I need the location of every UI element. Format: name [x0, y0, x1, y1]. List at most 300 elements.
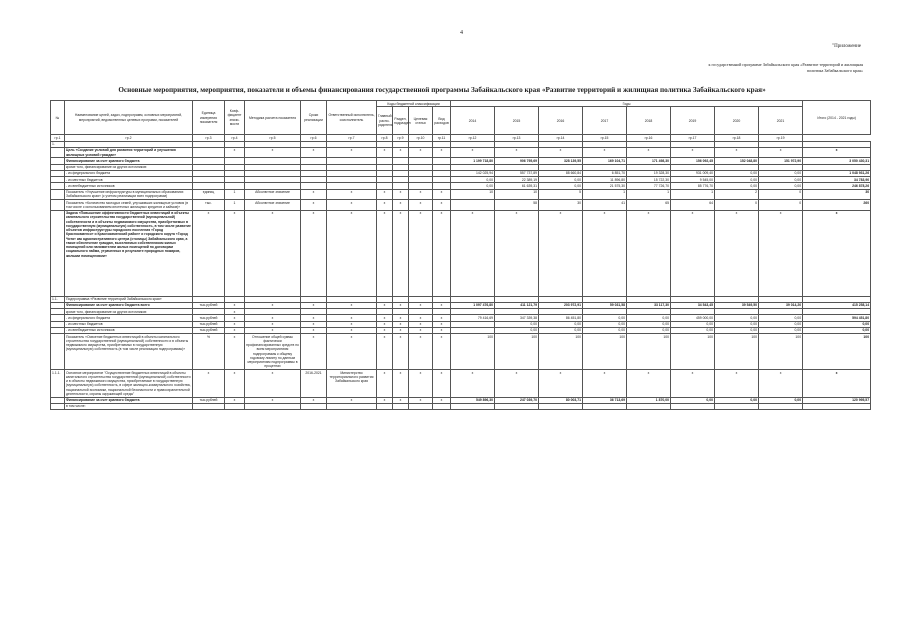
row-name: - из федерального бюджета — [65, 315, 193, 321]
row-number — [51, 189, 65, 200]
column-number: гр.9 — [393, 135, 409, 141]
row-year-value: x — [759, 370, 803, 398]
row-year-value: 0,00 — [451, 177, 495, 183]
row-name: Цель «Создание условий для развития территорий и улучшения жилищных условий граждан» — [65, 147, 193, 158]
row-admin-code: x — [377, 315, 393, 321]
row-year-value: 88 660,84 — [539, 170, 583, 176]
row-year-value — [671, 403, 715, 409]
row-year-value: x — [539, 210, 583, 296]
row-year-value: x — [759, 210, 803, 296]
row-year-value: x — [495, 210, 539, 296]
row-year-value: 0,00 — [539, 177, 583, 183]
row-year-value: 0,00 — [715, 327, 759, 333]
row-year-value: 100 — [495, 334, 539, 370]
subtitle-line: политика Забайкальского края» — [806, 67, 863, 73]
row-year-value: 41 — [583, 200, 627, 211]
header-name: Наименование целей, задач, подпрограмм, основных мероприятий, мероприятий, ведомственных целевых программ, показателей — [65, 101, 193, 135]
row-year-value: x — [583, 370, 627, 398]
column-number: гр.18 — [715, 135, 759, 141]
table-row — [51, 189, 871, 200]
row-term: x — [301, 210, 327, 296]
row-unit: тыс.рублей — [193, 397, 225, 403]
row-section-code — [393, 403, 409, 409]
row-year-value: x — [715, 210, 759, 296]
row-year-value: 58 — [495, 200, 539, 211]
header-responsible: Ответственный исполнитель, соисполнитель — [327, 101, 377, 135]
row-year-value: 100 — [451, 334, 495, 370]
row-article-code: x — [409, 321, 433, 327]
header-total: Итого (2014 - 2021 годы) — [803, 101, 871, 135]
header-years: Годы — [451, 101, 803, 107]
column-number: гр.13 — [495, 135, 539, 141]
row-coef: x — [225, 334, 245, 370]
row-total: 3 050 430,31 — [803, 158, 871, 164]
row-year-value: 77 726,70 — [627, 183, 671, 189]
row-year-value: 10 — [451, 189, 495, 200]
row-method: Отношение общей суммы фактически профинансированных средств по всем мероприятиям подпрограммы к общему годовому лимиту по данным мероприятиям подпрограммы в процентах — [246, 334, 299, 369]
header-coef: Коэф-фициент значи-мости — [225, 101, 245, 135]
row-term: x — [301, 321, 327, 327]
header-year: 2014 — [451, 107, 495, 135]
row-year-value — [627, 403, 671, 409]
row-year-value — [539, 403, 583, 409]
row-year-value: 411 121,79 — [495, 302, 539, 308]
header-year: 2018 — [627, 107, 671, 135]
row-total: 594 451,80 — [803, 315, 871, 321]
row-method: x — [245, 210, 301, 296]
row-year-value: 0 — [759, 200, 803, 211]
row-term: x — [301, 315, 327, 321]
row-total: 0,00 — [803, 321, 871, 327]
program-table — [50, 100, 871, 410]
row-year-value: x — [495, 147, 539, 158]
header-budget-codes: Коды бюджетной классификации — [377, 101, 451, 107]
row-year-value: 33 117,30 — [627, 302, 671, 308]
row-year-value: 0,00 — [759, 397, 803, 403]
row-responsible: x — [327, 321, 377, 327]
row-year-value: 557 737,89 — [495, 170, 539, 176]
row-admin-code: x — [377, 334, 393, 370]
row-year-value: 100 — [715, 334, 759, 370]
row-coef — [225, 403, 245, 409]
row-term — [301, 403, 327, 409]
row-term: x — [301, 200, 327, 211]
row-year-value: 0,00 — [671, 397, 715, 403]
row-name: кроме того, финансирование из других источников: — [65, 164, 193, 170]
row-year-value: 0,00 — [583, 315, 627, 321]
header-num: № — [51, 101, 65, 135]
row-year-value: x — [451, 210, 495, 296]
row-admin-code: x — [377, 200, 393, 211]
row-unit — [193, 147, 225, 158]
row-name: в том числе: — [65, 403, 193, 409]
row-year-value: 0,00 — [539, 321, 583, 327]
row-total — [803, 403, 871, 409]
row-year-value: 34 543,45 — [671, 302, 715, 308]
row-article-code: x — [409, 315, 433, 321]
row-responsible: x — [327, 334, 377, 370]
row-coef: x — [225, 397, 245, 403]
row-year-value: 0,00 — [627, 315, 671, 321]
row-year-value — [451, 200, 495, 211]
row-article-code: x — [409, 334, 433, 370]
column-number: гр.8 — [377, 135, 393, 141]
row-year-value: 6 851,70 — [583, 170, 627, 176]
header-year: 2017 — [583, 107, 627, 135]
header-term: Сроки реализации — [301, 101, 327, 135]
header-year: 2020 — [715, 107, 759, 135]
row-section-code: x — [393, 189, 409, 200]
row-number — [51, 210, 65, 296]
row-article-code: x — [409, 210, 433, 296]
row-total: 30 — [803, 189, 871, 200]
row-unit: тыс.рублей — [193, 302, 225, 308]
row-year-value: 39 549,50 — [715, 302, 759, 308]
row-term: x — [301, 397, 327, 403]
row-total: 0,00 — [803, 327, 871, 333]
row-responsible: x — [327, 189, 377, 200]
row-type-code: x — [433, 147, 451, 158]
row-year-value: 0,00 — [759, 170, 803, 176]
row-year-value: x — [627, 210, 671, 296]
row-year-value: 100 — [627, 334, 671, 370]
row-year-value: x — [451, 370, 495, 398]
row-year-value: 0,00 — [715, 183, 759, 189]
row-year-value: x — [539, 147, 583, 158]
row-year-value: 0,00 — [671, 327, 715, 333]
row-coef: x — [225, 302, 245, 308]
row-method: x — [245, 147, 301, 158]
row-article-code: x — [409, 200, 433, 211]
row-type-code: x — [433, 210, 451, 296]
row-year-value: 19 328,30 — [627, 170, 671, 176]
row-year-value: 169 104,71 — [583, 158, 627, 164]
row-number: 1.1. — [51, 296, 65, 302]
row-unit: тыс.рублей — [193, 315, 225, 321]
subtitle-line: к государственной программе Забайкальского края «Развитие территорий и жилищная — [708, 62, 863, 67]
row-name: Финансирование за счет краевого бюджета — [65, 158, 193, 164]
row-year-value: x — [627, 147, 671, 158]
row-year-value: 11 896,80 — [583, 177, 627, 183]
row-method: x — [245, 302, 301, 308]
row-admin-code: x — [377, 147, 393, 158]
row-year-value: 0 — [715, 200, 759, 211]
row-name: кроме того, финансирование из других источников: — [65, 309, 193, 315]
row-year-value: 152 048,80 — [715, 158, 759, 164]
row-name: Показатель «Количество молодых семей, улучшивших жилищные условия (в том числе с использованием ипотечных жилищных кредитов и займов)» — [65, 200, 193, 211]
row-year-value: 61 639,31 — [495, 183, 539, 189]
row-method: Абсолютное значение — [245, 189, 301, 200]
row-year-value: 22 389,19 — [495, 177, 539, 183]
header-article: Целевая статья — [409, 107, 433, 135]
row-year-value: 80 003,71 — [539, 397, 583, 403]
column-number: гр.14 — [539, 135, 583, 141]
row-name: Показатель «Улучшение инфраструктуры в муниципальных образованиях Забайкальского края» (с учетом реализации всех подпрограмм) — [65, 189, 193, 200]
row-unit: единиц — [193, 189, 225, 200]
row-year-value: 0,00 — [583, 321, 627, 327]
table-row — [51, 334, 871, 370]
column-number: гр.4 — [225, 135, 245, 141]
row-unit: x — [193, 370, 225, 398]
appendix-label: "Приложение — [832, 44, 861, 49]
row-type-code: x — [433, 397, 451, 403]
row-year-value: 0,00 — [627, 321, 671, 327]
row-type-code: x — [433, 189, 451, 200]
row-year-value: 86 451,80 — [539, 315, 583, 321]
row-coef: x — [225, 147, 245, 158]
row-year-value: x — [671, 210, 715, 296]
header-method: Методика расчета показателя — [245, 101, 301, 135]
row-year-value: 0,00 — [495, 327, 539, 333]
row-number — [51, 147, 65, 158]
row-year-value: 64 — [671, 200, 715, 211]
row-number: 1.1.1. — [51, 370, 65, 398]
row-total: 260 — [803, 200, 871, 211]
row-responsible: x — [327, 327, 377, 333]
row-year-value: 0,00 — [539, 183, 583, 189]
row-year-value: 100 — [671, 334, 715, 370]
row-unit: x — [193, 210, 225, 296]
row-year-value: 36 713,69 — [583, 397, 627, 403]
column-number: гр.16 — [627, 135, 671, 141]
row-year-value: x — [495, 370, 539, 398]
row-type-code: x — [433, 334, 451, 370]
row-year-value: x — [451, 147, 495, 158]
row-name: - из внебюджетных источников — [65, 327, 193, 333]
row-year-value — [451, 403, 495, 409]
row-year-value: 247 039,70 — [495, 397, 539, 403]
row-number — [51, 403, 65, 409]
row-total: 246 878,26 — [803, 183, 871, 189]
table-row — [51, 370, 871, 398]
header-year: 2015 — [495, 107, 539, 135]
column-number: гр.19 — [759, 135, 803, 141]
row-total: 1 048 931,26 — [803, 170, 871, 176]
row-term: x — [301, 334, 327, 370]
row-type-code: x — [433, 321, 451, 327]
row-section-code: x — [393, 302, 409, 308]
row-article-code: x — [409, 302, 433, 308]
row-method: x — [245, 397, 301, 403]
row-article-code: x — [409, 370, 433, 398]
row-total: x — [803, 370, 871, 398]
row-year-value: x — [583, 210, 627, 296]
row-year-value — [583, 403, 627, 409]
row-method: x — [245, 370, 301, 398]
row-year-value: 100 — [583, 334, 627, 370]
row-year-value: 0,00 — [715, 397, 759, 403]
row-year-value: 1 199 718,80 — [451, 158, 495, 164]
row-year-value: 1 — [583, 189, 627, 200]
row-section-code: x — [393, 397, 409, 403]
row-unit: тыс.рублей — [193, 327, 225, 333]
column-number: гр.6 — [301, 135, 327, 141]
row-year-value: 0,00 — [759, 177, 803, 183]
row-year-value — [759, 403, 803, 409]
row-section-code: x — [393, 321, 409, 327]
row-year-value: x — [539, 370, 583, 398]
row-year-value: 142 025,94 — [451, 170, 495, 176]
row-name: Финансирование за счет краевого бюджета — [65, 397, 193, 403]
row-year-value: x — [715, 147, 759, 158]
row-number: 1. — [51, 141, 65, 147]
row-section-code: x — [393, 200, 409, 211]
row-year-value: 1 097 476,80 — [451, 302, 495, 308]
row-year-value: x — [671, 147, 715, 158]
table-row — [51, 210, 871, 296]
row-article-code: x — [409, 397, 433, 403]
row-year-value: x — [627, 370, 671, 398]
row-unit — [193, 403, 225, 409]
column-number: гр.17 — [671, 135, 715, 141]
table-body — [51, 141, 871, 410]
row-number — [51, 200, 65, 211]
column-number: гр.10 — [409, 135, 433, 141]
table-row — [51, 403, 871, 409]
row-total: x — [803, 147, 871, 158]
row-number — [51, 334, 65, 370]
row-name: Основное мероприятие "Осуществление бюджетных инвестиций в объекты капитального строительства государственной (муниципальной) собственности и в объекты недвижимого имущества, приобретаемые в государственную (муниципальную) собственность, в сфере жилищно-коммунального хозяйства, национальной экономики, национальной безопасности и правоохранительной деятельности, охраны окружающей среды" — [66, 370, 191, 396]
row-admin-code: x — [377, 302, 393, 308]
row-article-code — [409, 403, 433, 409]
row-year-value: 549 896,30 — [451, 397, 495, 403]
row-year-value: x — [583, 147, 627, 158]
row-year-value: 21 575,30 — [583, 183, 627, 189]
page-number: 4 — [460, 30, 463, 36]
row-article-code: x — [409, 147, 433, 158]
row-term: x — [301, 327, 327, 333]
column-number: гр.2 — [65, 135, 193, 141]
row-year-value: 0,00 — [759, 183, 803, 189]
row-method: x — [245, 321, 301, 327]
row-unit: тыс. — [193, 200, 225, 211]
document-subtitle — [613, 62, 863, 73]
row-year-value: 0,00 — [583, 327, 627, 333]
row-coef: x — [225, 210, 245, 296]
row-coef: 1 — [225, 200, 245, 211]
column-number: гр.1 — [51, 135, 65, 141]
header-admin: Главный распо-рядитель — [377, 107, 393, 135]
row-section-code: x — [393, 334, 409, 370]
row-unit: % — [193, 334, 225, 370]
row-responsible: x — [327, 200, 377, 211]
row-responsible: x — [327, 147, 377, 158]
row-year-value: 459 000,00 — [671, 315, 715, 321]
header-section: Раздел, подраздел — [393, 107, 409, 135]
row-coef: x — [225, 327, 245, 333]
column-number: гр.12 — [451, 135, 495, 141]
row-admin-code: x — [377, 370, 393, 398]
row-year-value: 1 — [627, 189, 671, 200]
row-section-code: x — [393, 210, 409, 296]
row-method: Абсолютное значение — [245, 200, 301, 211]
column-number: гр.15 — [583, 135, 627, 141]
row-name: Подпрограмма «Развитие территорий Забайкальского края» — [65, 296, 193, 302]
row-method: x — [245, 327, 301, 333]
header-year: 2016 — [539, 107, 583, 135]
row-total: 415 258,14 — [803, 302, 871, 308]
row-year-value: 0,00 — [539, 327, 583, 333]
row-year-value: 0,00 — [671, 321, 715, 327]
row-name: - из местных бюджетов — [65, 321, 193, 327]
row-year-value: 1 — [671, 189, 715, 200]
row-type-code: x — [433, 315, 451, 321]
row-coef: 1 — [225, 189, 245, 200]
header-year: 2019 — [671, 107, 715, 135]
row-article-code: x — [409, 189, 433, 200]
row-responsible: x — [327, 315, 377, 321]
row-year-value: 151 972,90 — [759, 158, 803, 164]
row-year-value: 0,00 — [715, 177, 759, 183]
row-year-value: 0,00 — [759, 321, 803, 327]
row-year-value: 0,00 — [451, 183, 495, 189]
row-type-code — [433, 403, 451, 409]
row-year-value: 0,00 — [759, 315, 803, 321]
row-year-value: 100 — [759, 334, 803, 370]
row-section-code: x — [393, 315, 409, 321]
row-year-value: 156 092,45 — [671, 158, 715, 164]
row-name: - из местных бюджетов — [65, 177, 193, 183]
row-year-value: 9 545,00 — [671, 177, 715, 183]
header-year: 2021 — [759, 107, 803, 135]
row-admin-code: x — [377, 397, 393, 403]
row-year-value: 59 031,58 — [583, 302, 627, 308]
row-coef: x — [225, 321, 245, 327]
row-term: x — [301, 189, 327, 200]
row-year-value: 906 795,69 — [495, 158, 539, 164]
document-title: Основные мероприятия, мероприятия, показатели и объемы финансирования государственной программы Забайкальского края «Развитие территорий и жилищная политика Забайкальского края» — [118, 86, 766, 94]
row-year-value: 1 870,00 — [627, 397, 671, 403]
row-name: - из внебюджетных источников — [65, 183, 193, 189]
row-name: Финансирование за счет краевого бюджета всего — [65, 302, 193, 308]
column-number: гр.5 — [245, 135, 301, 141]
row-admin-code — [377, 403, 393, 409]
row-admin-code: x — [377, 189, 393, 200]
row-coef: x — [225, 315, 245, 321]
row-year-value: 0,00 — [627, 327, 671, 333]
row-term: x — [301, 302, 327, 308]
row-method: x — [245, 315, 301, 321]
row-year-value: 100 — [539, 334, 583, 370]
row-name: Показатель «Освоение бюджетных инвестиций в объекты капитального строительства государственной (муниципальной) собственности и в объекты недвижимого имущества, приобретаемых в государственную (муниципальную) собственность (в том числе реализация подпрограммы)» — [65, 334, 193, 370]
table-row — [51, 147, 871, 158]
row-term: 2016-2021 — [301, 370, 327, 398]
row-article-code: x — [409, 327, 433, 333]
row-year-value: 0 — [759, 189, 803, 200]
row-year-value: 0,00 — [715, 170, 759, 176]
row-admin-code: x — [377, 327, 393, 333]
row-coef: x — [225, 370, 245, 398]
column-number: гр.7 — [327, 135, 377, 141]
row-responsible: Министерство территориального развития Забайкальского края — [327, 370, 377, 398]
row-coef: x — [225, 309, 245, 315]
row-total: 100 — [803, 334, 871, 370]
row-year-value — [495, 403, 539, 409]
row-year-value — [715, 403, 759, 409]
row-year-value: 0,00 — [759, 327, 803, 333]
row-type-code: x — [433, 302, 451, 308]
row-section-code: x — [393, 370, 409, 398]
row-year-value: 85 776,70 — [671, 183, 715, 189]
row-admin-code: x — [377, 321, 393, 327]
row-year-value: 2 — [715, 189, 759, 200]
row-year-value: 39 014,20 — [759, 302, 803, 308]
row-name: Задача «Повышение эффективности бюджетных инвестиций в объекты капитального строительства государственной (муниципальной) собственности и в объекты недвижимого имущества, приобретаемых в государственную (муниципальную) собственность, в том числе развитие объектов инфраструктуры городского поселения «Город Краснокаменск» и Краснокаменский район» и городского округа «Город Чита» как административного центра (столицы) Забайкальского края, а также обеспечение граждан, выселяемых собственником жилых помещений или нанимателем жилых помещений по договорам социального найма, утраченных в результате природных пожаров, жилыми помещениями» — [65, 210, 193, 296]
row-year-value: 5 — [539, 189, 583, 200]
row-admin-code: x — [377, 210, 393, 296]
column-number: гр.3 — [193, 135, 225, 141]
row-total: 34 783,90 — [803, 177, 871, 183]
